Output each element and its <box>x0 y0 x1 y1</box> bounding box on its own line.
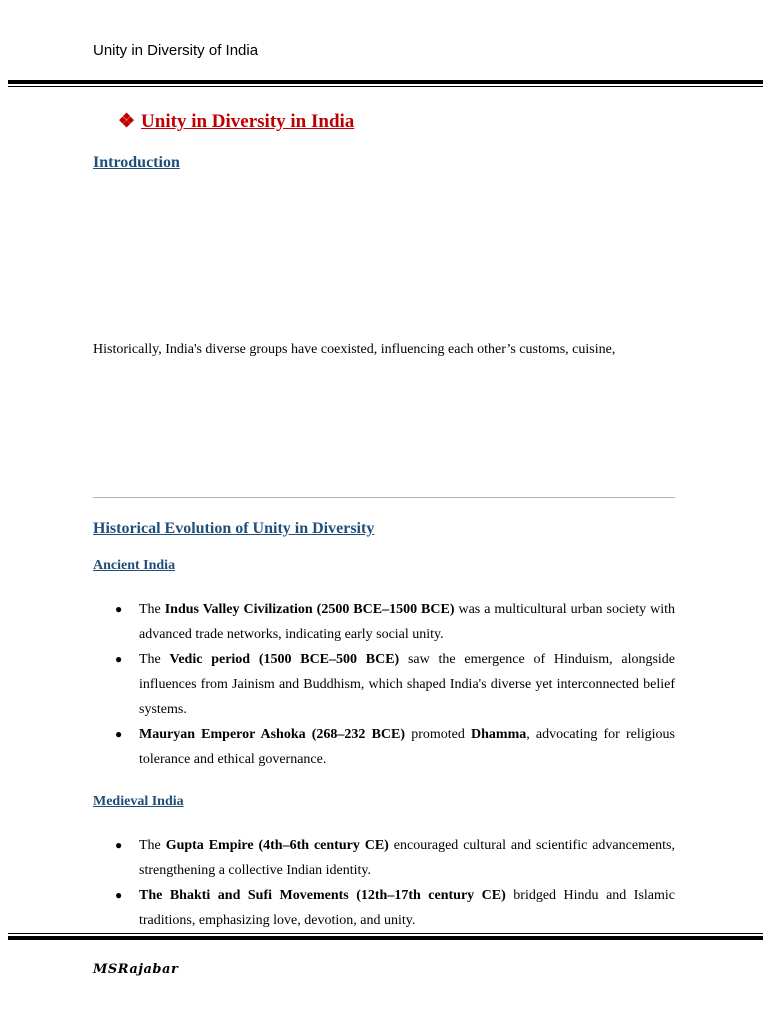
bullet-dot-icon: ● <box>115 602 123 616</box>
footer-rule-thin <box>8 933 763 934</box>
list-item: ● The Bhakti and Sufi Movements (12th–17th century CE) bridged Hindu and Islamic traditions, emphasizing love, devotion, and unity. <box>93 883 675 933</box>
bullet-dot-icon: ● <box>115 838 123 852</box>
main-title <box>118 110 354 133</box>
introduction-paragraph: Historically, India's diverse groups have coexisted, influencing each other’s customs, cuisine, <box>93 342 616 357</box>
section-divider <box>93 497 675 498</box>
list-item: ● The Indus Valley Civilization (2500 BCE–1500 BCE) was a multicultural urban society with advanced trade networks, indicating early social unity. <box>93 597 675 647</box>
bullet-dot-icon: ● <box>115 727 123 741</box>
ancient-india-heading: Ancient India <box>93 558 176 573</box>
list-item: ● The Vedic period (1500 BCE–500 BCE) saw the emergence of Hinduism, alongside influences from Jainism and Buddhism, which shaped India's diverse yet interconnected belief systems. <box>93 647 675 722</box>
footer-rule-thick <box>8 936 763 940</box>
bullet-dot-icon: ● <box>115 652 123 666</box>
header-rule-thin <box>8 86 763 87</box>
bullet-dot-icon: ● <box>115 888 123 902</box>
header-title: Unity in Diversity of India <box>93 42 259 59</box>
footer-signature: MSRajabar <box>93 962 179 977</box>
introduction-heading: Introduction <box>93 154 180 171</box>
list-item: ● The Gupta Empire (4th–6th century CE) encouraged cultural and scientific advancements, strengthening a collective Indian identity. <box>93 833 675 883</box>
ancient-india-list <box>93 597 675 772</box>
diamond-bullet-icon: ❖ <box>118 111 136 132</box>
list-item: ● Mauryan Emperor Ashoka (268–232 BCE) promoted Dhamma, advocating for religious tolerance and ethical governance. <box>93 722 675 772</box>
main-title-text: Unity in Diversity in India <box>141 111 355 132</box>
historical-evolution-heading: Historical Evolution of Unity in Diversity <box>93 520 375 537</box>
header-rule-thick <box>8 80 763 84</box>
medieval-india-heading: Medieval India <box>93 794 184 809</box>
medieval-india-list <box>93 833 675 933</box>
